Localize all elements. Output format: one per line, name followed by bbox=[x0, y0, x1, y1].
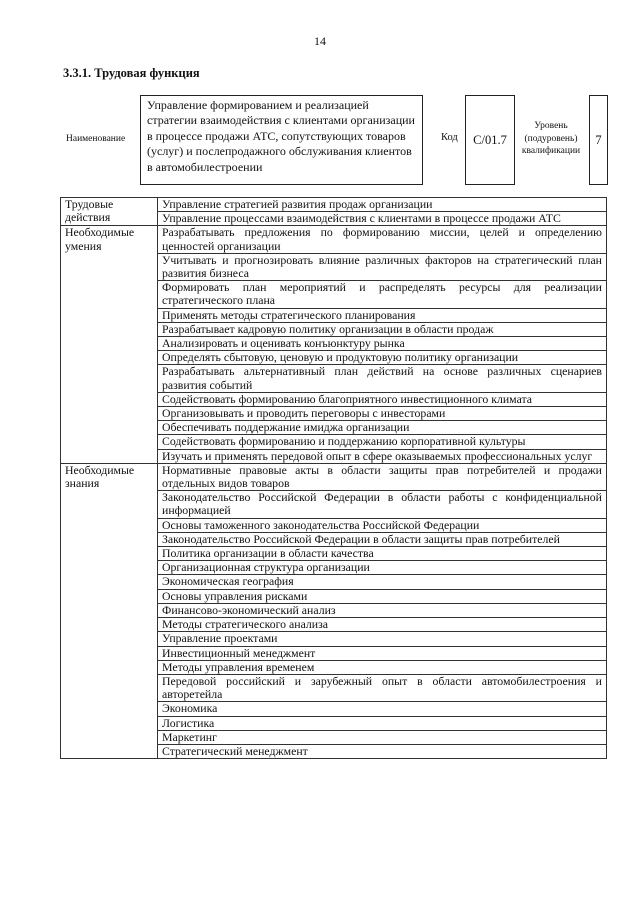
labor-actions-category bbox=[61, 198, 158, 226]
code-label: Код bbox=[441, 132, 458, 143]
code-value: C/01.7 bbox=[465, 95, 515, 185]
knowledge-category bbox=[61, 463, 158, 758]
knowledge-item: Финансово-экономический анализ bbox=[158, 603, 607, 617]
knowledge-item: Логистика bbox=[158, 716, 607, 730]
skills-item: Формировать план мероприятий и распределять ресурсы для реализации стратегического плана bbox=[158, 281, 607, 308]
requirements-table bbox=[60, 197, 607, 759]
skills-item: Организовывать и проводить переговоры с инвесторами bbox=[158, 407, 607, 421]
skills-item: Содействовать формированию и поддержанию корпоративной культуры bbox=[158, 435, 607, 449]
labor-actions-category-label: Трудовые действия bbox=[65, 197, 114, 225]
knowledge-item: Политика организации в области качества bbox=[158, 547, 607, 561]
knowledge-item: Управление проектами bbox=[158, 632, 607, 646]
skills-item: Разрабатывать альтернативный план действий на основе различных сценариев развития событий bbox=[158, 365, 607, 392]
page-number: 14 bbox=[314, 34, 326, 48]
knowledge-item: Маркетинг bbox=[158, 730, 607, 744]
knowledge-item: Методы управления временем bbox=[158, 660, 607, 674]
labor-actions-item: Управление процессами взаимодействия с клиентами в процессе продажи АТС bbox=[158, 212, 607, 226]
labor-actions-row bbox=[61, 198, 607, 212]
skills-category-label: Необходимые умения bbox=[65, 225, 135, 253]
skills-category bbox=[61, 226, 158, 463]
skills-item: Применять методы стратегического планирования bbox=[158, 308, 607, 322]
skills-item: Разрабатывает кадровую политику организации в области продаж bbox=[158, 322, 607, 336]
skills-item: Учитывать и прогнозировать влияние различных факторов на стратегический план развития бизнеса bbox=[158, 253, 607, 280]
knowledge-item: Нормативные правовые акты в области защиты прав потребителей и продажи отдельных видов товаров bbox=[158, 463, 607, 490]
level-value: 7 bbox=[589, 95, 608, 185]
skills-item: Изучать и применять передовой опыт в сфере оказываемых профессиональных услуг bbox=[158, 449, 607, 463]
knowledge-item: Инвестиционный менеджмент bbox=[158, 646, 607, 660]
knowledge-item: Стратегический менеджмент bbox=[158, 744, 607, 758]
name-value: Управление формированием и реализацией стратегии взаимодействия с клиентами организации в процессе продажи АТС, сопутствующих товаров (услуг) и послепродажного обслуживания клиентов в автомобилестроении bbox=[140, 95, 423, 185]
name-label: Наименование bbox=[66, 134, 126, 144]
knowledge-item: Экономическая география bbox=[158, 575, 607, 589]
knowledge-item: Организационная структура организации bbox=[158, 561, 607, 575]
skills-item: Обеспечивать поддержание имиджа организации bbox=[158, 421, 607, 435]
skills-item: Определять сбытовую, ценовую и продуктовую политику организации bbox=[158, 351, 607, 365]
knowledge-item: Методы стратегического анализа bbox=[158, 618, 607, 632]
section-title: 3.3.1. Трудовая функция bbox=[63, 66, 200, 80]
knowledge-item: Передовой российский и зарубежный опыт в области автомобилестроения и авторетейла bbox=[158, 674, 607, 701]
skills-item: Содействовать формированию благоприятного инвестиционного климата bbox=[158, 392, 607, 406]
skills-item: Анализировать и оценивать конъюнктуру рынка bbox=[158, 337, 607, 351]
knowledge-item: Основы таможенного законодательства Российской Федерации bbox=[158, 518, 607, 532]
skills-row bbox=[61, 226, 607, 253]
skills-item: Разрабатывать предложения по формированию миссии, целей и определению ценностей организации bbox=[158, 226, 607, 253]
knowledge-item: Законодательство Российской Федерации в области работы с конфиденциальной информацией bbox=[158, 491, 607, 518]
labor-actions-item: Управление стратегией развития продаж организации bbox=[158, 198, 607, 212]
knowledge-item: Законодательство Российской Федерации в области защиты прав потребителей bbox=[158, 532, 607, 546]
knowledge-category-label: Необходимые знания bbox=[65, 462, 135, 491]
knowledge-item: Экономика bbox=[158, 702, 607, 716]
level-label: Уровень (подуровень) квалификации bbox=[521, 121, 581, 156]
knowledge-item: Основы управления рисками bbox=[158, 589, 607, 603]
knowledge-row bbox=[61, 463, 607, 490]
